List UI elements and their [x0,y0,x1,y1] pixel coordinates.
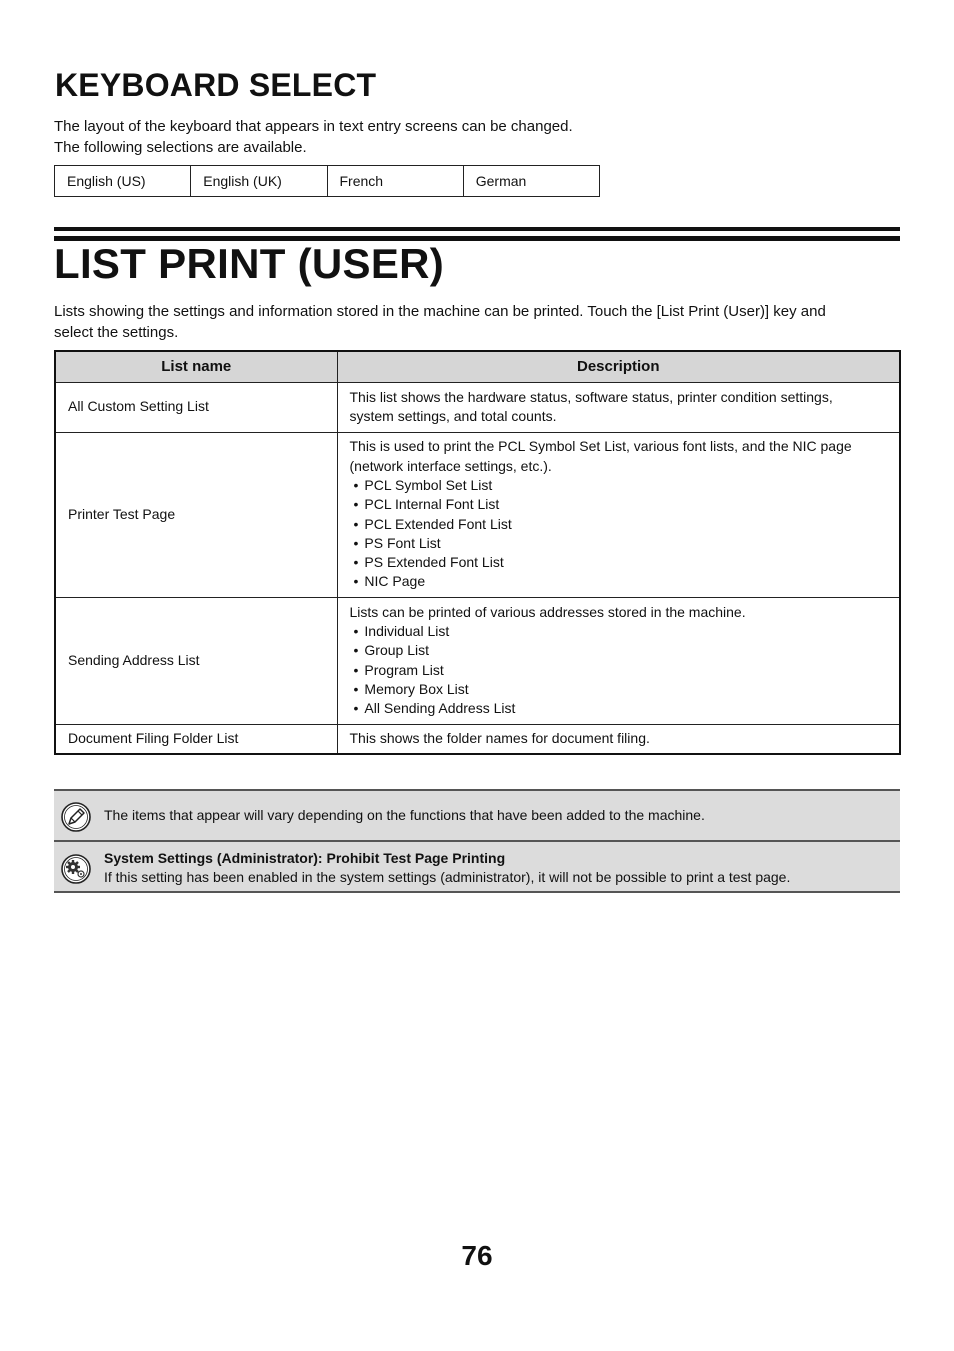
keyboard-select-heading: KEYBOARD SELECT [55,67,377,103]
note-box [54,789,900,840]
table-row [55,724,900,754]
description-line: system settings, and total counts. [349,408,557,424]
keyboard-option: English (UK) [191,166,327,197]
pencil-note-icon [60,801,92,833]
description-line: This list shows the hardware status, software status, printer condition settings, [349,388,833,405]
description-line: This is used to print the PCL Symbol Set List, various font lists, and the NIC page [349,438,852,455]
list-print-table [54,350,901,755]
list-print-heading: LIST PRINT (USER) [54,240,445,287]
table-row [55,597,900,724]
bullet-list [350,476,888,592]
list-item: • PCL Extended Font List [350,515,888,534]
section-divider [54,227,900,231]
list-print-intro-line2: select the settings. [54,324,179,341]
description-cell [337,432,900,597]
bullet-list [350,622,888,718]
list-item: • NIC Page [350,572,888,591]
description-line: This shows the folder names for document filing. [349,730,650,747]
list-item: • PCL Internal Font List [350,495,888,514]
description-cell [337,382,900,432]
note-text: The items that appear will vary depending on the functions that have been added to the machine. [104,807,705,823]
admin-note-box [54,840,900,893]
list-item: • Program List [350,661,888,680]
keyboard-option: German [463,166,599,197]
list-item: • Group List [350,641,888,660]
list-item: • PS Extended Font List [350,553,888,572]
description-line: (network interface settings, etc.). [349,457,552,474]
table-row [55,432,900,597]
admin-note-text: If this setting has been enabled in the system settings (administrator), it will not be possible to print a test page. [104,869,791,885]
keyboard-option: French [327,166,463,197]
list-name-cell: Sending Address List [55,597,337,724]
list-item: • Memory Box List [350,680,888,699]
description-cell [337,724,900,754]
admin-note-title: System Settings (Administrator): Prohibit Test Page Printing [104,850,506,866]
table-header-row [55,351,900,382]
list-name-cell: Printer Test Page [55,432,337,597]
keyboard-option: English (US) [55,166,191,197]
gear-settings-icon [60,853,92,885]
list-name-cell: All Custom Setting List [55,382,337,432]
table-row [55,382,900,432]
header-description: Description [337,351,900,382]
list-item: • PS Font List [350,534,888,553]
list-item: • Individual List [350,622,888,641]
keyboard-intro-line2: The following selections are available. [54,139,307,156]
description-cell [337,597,900,724]
list-item: • PCL Symbol Set List [350,476,888,495]
description-line: Lists can be printed of various addresses stored in the machine. [349,603,746,620]
header-list-name: List name [55,351,337,382]
page-number: 76 [461,1240,493,1271]
list-name-cell: Document Filing Folder List [55,724,337,754]
keyboard-intro-line1: The layout of the keyboard that appears in text entry screens can be changed. [54,118,573,135]
list-item: • All Sending Address List [350,699,888,718]
list-print-intro-line1: Lists showing the settings and information stored in the machine can be printed. Touch the [List Print (User)] key and [54,303,826,320]
keyboard-options-table [54,165,600,197]
